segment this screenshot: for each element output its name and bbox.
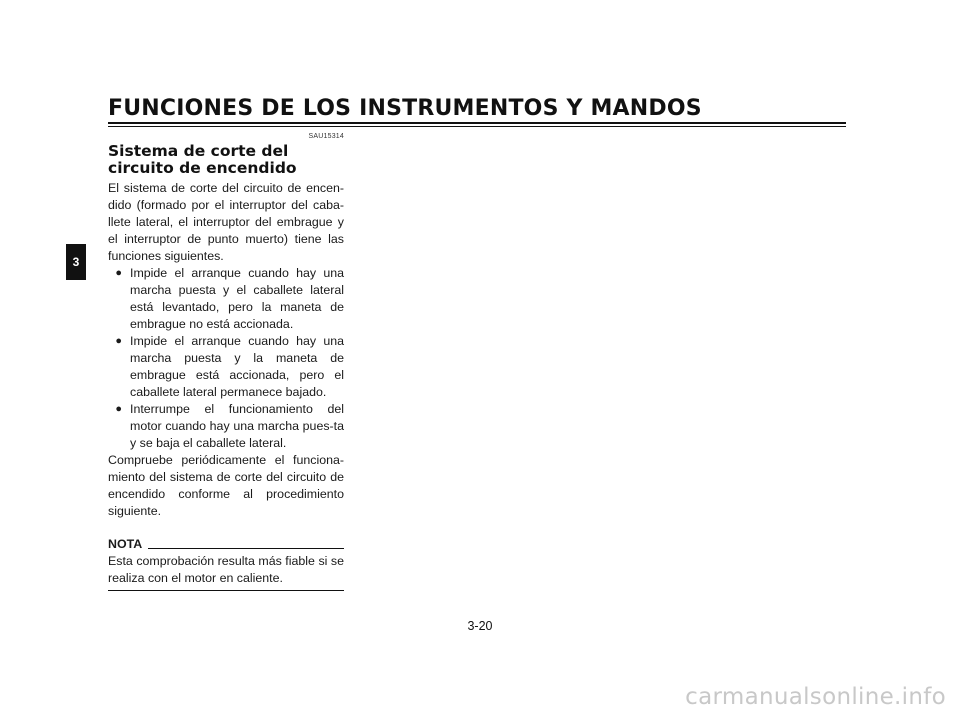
- closing-paragraph: Compruebe periódicamente el funciona-miento del sistema de corte del circuito de encendido conforme al procedimiento siguiente.: [108, 453, 344, 518]
- list-item-text: Interrumpe el funcionamiento del motor cuando hay una marcha pues-ta y se baja el caballete lateral.: [130, 402, 344, 450]
- page-number: 3-20: [467, 619, 493, 633]
- chapter-tab: 3: [66, 244, 86, 280]
- list-item: [108, 265, 344, 333]
- section-title: Sistema de corte del circuito de encendido: [108, 142, 297, 177]
- function-list: [108, 265, 344, 452]
- note-rule: [148, 548, 344, 549]
- list-item-text: Impide el arranque cuando hay una marcha puesta y el caballete lateral está levantado, pero la maneta de embrague no está accionada.: [130, 266, 344, 331]
- list-item-text: Impide el arranque cuando hay una marcha puesta y la maneta de embrague está accionada, pero el caballete lateral permanece bajado.: [130, 334, 344, 399]
- section-code: SAU15314: [308, 133, 344, 140]
- bullet-icon: ●: [115, 403, 122, 415]
- watermark: carmanualsonline.info: [685, 684, 946, 710]
- note-end-rule: [108, 590, 344, 591]
- content-column: [108, 133, 344, 591]
- note-header: [108, 537, 344, 551]
- intro-paragraph: El sistema de corte del circuito de encen-dido (formado por el interruptor del caba-llete lateral, el interruptor del embrague y el interruptor de punto muerto) tiene las funciones siguientes.: [108, 181, 344, 263]
- list-item: [108, 333, 344, 401]
- note-label: NOTA: [108, 537, 143, 551]
- page-header-title: FUNCIONES DE LOS INSTRUMENTOS Y MANDOS: [108, 96, 702, 121]
- bullet-icon: ●: [115, 335, 122, 347]
- header-rule-thin: [108, 126, 846, 127]
- bullet-icon: ●: [115, 267, 122, 279]
- list-item: [108, 401, 344, 452]
- header-rule-thick: [108, 122, 846, 124]
- note-text: Esta comprobación resulta más fiable si se realiza con el motor en caliente.: [108, 554, 344, 585]
